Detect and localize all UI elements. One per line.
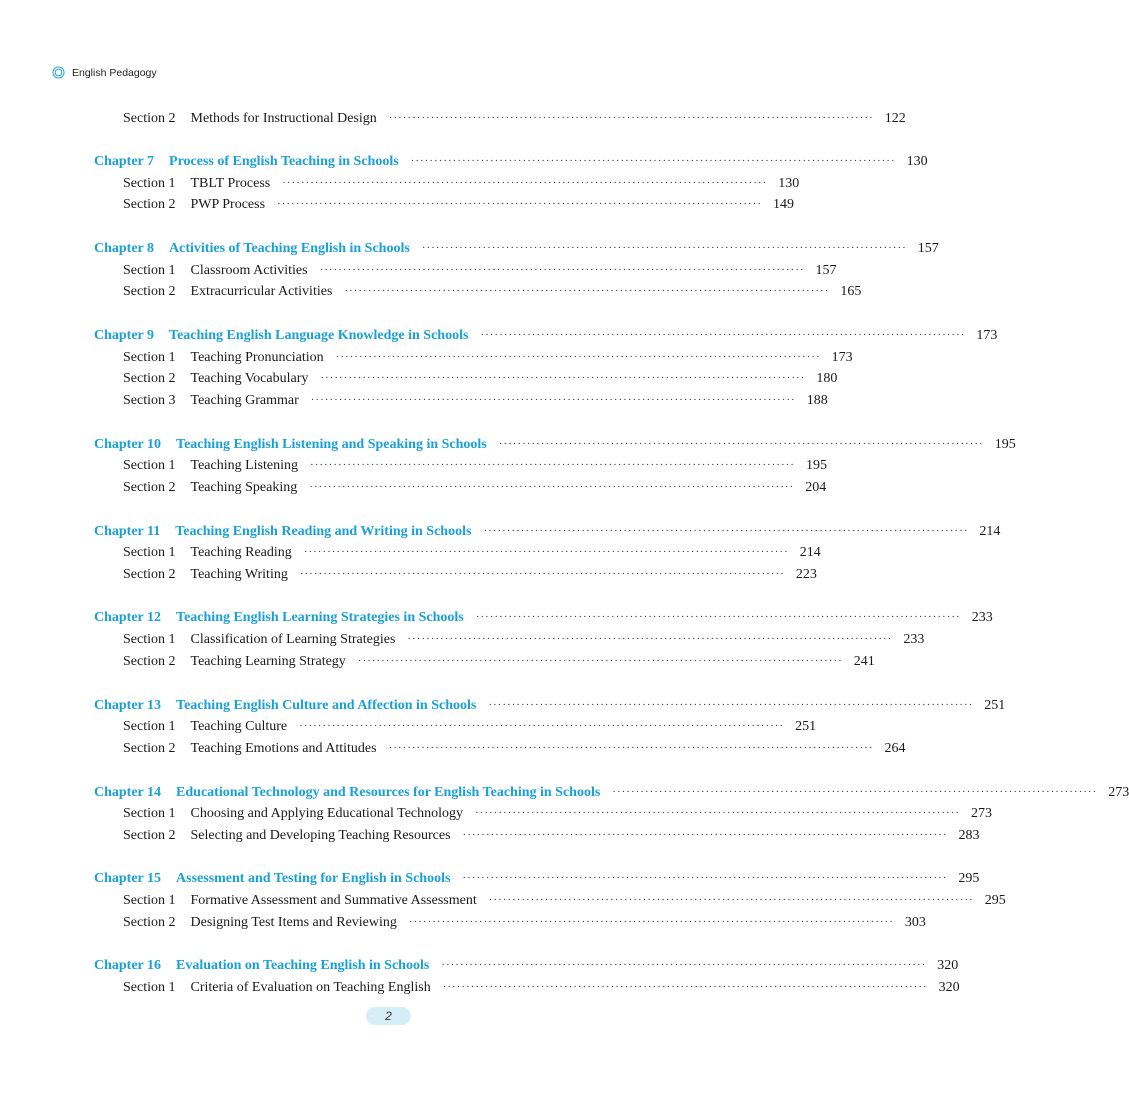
section-title: TBLT Process	[190, 176, 271, 191]
chapter-number: Chapter 13	[94, 698, 162, 713]
toc-section-row[interactable]	[0, 565, 817, 585]
dot-leader: ········································································································	[388, 112, 874, 124]
toc-section-row[interactable]	[0, 978, 960, 998]
page-ref: 173	[831, 350, 853, 365]
dot-leader: ········································································································	[488, 699, 974, 711]
toc-section-row[interactable]	[0, 391, 828, 411]
page-ref: 173	[976, 328, 998, 343]
section-number: Section 1	[123, 632, 176, 647]
toc-section-row[interactable]	[0, 891, 1006, 911]
chapter-number: Chapter 16	[94, 958, 162, 973]
dot-leader: ········································································································	[441, 959, 927, 971]
page-ref: 233	[971, 610, 993, 625]
section-number: Section 3	[123, 393, 176, 408]
toc-section-row[interactable]	[0, 739, 906, 759]
page-ref: 233	[903, 632, 925, 647]
chapter-number: Chapter 15	[94, 871, 162, 886]
section-title: Designing Test Items and Reviewing	[190, 915, 397, 930]
section-number: Section 1	[123, 980, 176, 995]
page-ref: 195	[805, 458, 827, 473]
toc-entry-label	[94, 239, 410, 259]
dot-leader: ········································································································	[408, 916, 894, 928]
section-title: Classification of Learning Strategies	[190, 632, 396, 647]
toc-entry-label	[123, 261, 308, 281]
toc-entry-label	[123, 913, 397, 933]
section-title: Teaching Speaking	[190, 480, 298, 495]
toc-entry-label	[94, 696, 476, 716]
toc-section-row[interactable]	[0, 913, 926, 933]
toc-chapter-row[interactable]	[0, 239, 939, 259]
chapter-title: Process of English Teaching in Schools	[169, 154, 399, 169]
toc-entry-label	[123, 717, 287, 737]
toc-entry-label	[123, 282, 332, 302]
page-ref: 214	[799, 545, 821, 560]
section-number: Section 1	[123, 458, 176, 473]
section-title: Teaching Vocabulary	[190, 371, 309, 386]
page-ref: 157	[815, 263, 837, 278]
page-ref: 157	[917, 241, 939, 256]
dot-leader: ········································································································	[310, 394, 796, 406]
toc-entry-label	[94, 869, 450, 889]
section-number: Section 1	[123, 545, 176, 560]
page-ref: 241	[853, 654, 875, 669]
dot-leader: ········································································································	[462, 829, 948, 841]
section-number: Section 2	[123, 654, 176, 669]
dot-leader: ········································································································	[320, 372, 806, 384]
toc-section-row[interactable]	[0, 804, 992, 824]
section-title: Selecting and Developing Teaching Resources	[190, 828, 451, 843]
toc-entry-label	[123, 565, 288, 585]
dot-leader: ········································································································	[319, 264, 805, 276]
section-title: Criteria of Evaluation on Teaching English	[190, 980, 431, 995]
dot-leader: ········································································································	[299, 568, 785, 580]
page-ref: 295	[958, 871, 980, 886]
dot-leader: ········································································································	[421, 242, 907, 254]
page-ref: 130	[778, 176, 800, 191]
toc-entry-label	[123, 978, 431, 998]
section-number: Section 2	[123, 741, 176, 756]
toc-entry-label	[123, 739, 377, 759]
dot-leader: ········································································································	[310, 459, 795, 471]
toc-entry-label	[123, 826, 451, 846]
toc-section-row[interactable]	[0, 174, 800, 194]
toc-entry-label	[94, 152, 399, 172]
section-title: Teaching Reading	[190, 545, 292, 560]
page-ref: 264	[884, 741, 906, 756]
section-title: Teaching Pronunciation	[190, 350, 324, 365]
page-ref: 251	[984, 698, 1006, 713]
toc-entry-label	[123, 543, 292, 563]
toc-entry-label	[94, 435, 487, 455]
toc-chapter-row[interactable]	[0, 956, 959, 976]
dot-leader: ········································································································	[612, 786, 1098, 798]
running-header	[52, 66, 157, 79]
chapter-title: Teaching English Reading and Writing in Schools	[175, 524, 472, 539]
toc-entry-label	[123, 174, 270, 194]
dot-leader: ········································································································	[483, 525, 969, 537]
chapter-number: Chapter 7	[94, 154, 155, 169]
section-number: Section 2	[123, 111, 176, 126]
toc-chapter-row[interactable]	[0, 522, 1001, 542]
dot-leader: ········································································································	[488, 894, 974, 906]
toc-section-row[interactable]	[0, 109, 906, 129]
page-ref: 273	[970, 806, 992, 821]
section-number: Section 2	[123, 567, 176, 582]
toc-entry-label	[123, 804, 463, 824]
page-ref: 295	[984, 893, 1006, 908]
toc-chapter-row[interactable]	[0, 435, 1016, 455]
toc-entry-label	[123, 348, 324, 368]
toc-section-row[interactable]	[0, 369, 838, 389]
page-ref: 195	[994, 437, 1016, 452]
toc-entry-label	[123, 630, 395, 650]
section-title: Classroom Activities	[190, 263, 308, 278]
page-ref: 180	[816, 371, 838, 386]
page-ref: 204	[805, 480, 827, 495]
chapter-number: Chapter 9	[94, 328, 155, 343]
section-number: Section 1	[123, 719, 176, 734]
page-ref: 130	[906, 154, 928, 169]
chapter-title: Evaluation on Teaching English in Schools	[176, 958, 430, 973]
section-title: Teaching Emotions and Attitudes	[190, 741, 377, 756]
dot-leader: ········································································································	[388, 742, 874, 754]
section-number: Section 2	[123, 284, 176, 299]
toc-entry-label	[123, 369, 308, 389]
chapter-title: Teaching English Language Knowledge in Schools	[169, 328, 469, 343]
toc-chapter-row[interactable]	[0, 869, 980, 889]
section-number: Section 1	[123, 893, 176, 908]
section-title: Choosing and Applying Educational Technology	[190, 806, 464, 821]
section-title: Teaching Culture	[190, 719, 288, 734]
dot-leader: ········································································································	[277, 198, 763, 210]
toc-section-row[interactable]	[0, 261, 837, 281]
toc-entry-label	[94, 608, 464, 628]
section-number: Section 1	[123, 176, 176, 191]
toc-entry-label	[123, 456, 298, 476]
toc-entry-label	[123, 391, 299, 411]
toc-chapter-row[interactable]	[0, 152, 928, 172]
section-number: Section 2	[123, 371, 176, 386]
section-number: Section 1	[123, 806, 176, 821]
toc-section-row[interactable]	[0, 717, 817, 737]
toc-chapter-row[interactable]	[0, 608, 993, 628]
toc-chapter-row[interactable]	[0, 696, 1006, 716]
dot-leader: ········································································································	[303, 546, 789, 558]
toc-chapter-row[interactable]	[0, 783, 1129, 803]
dot-leader: ········································································································	[357, 655, 843, 667]
dot-leader: ········································································································	[475, 807, 960, 819]
toc-section-row[interactable]	[0, 195, 795, 215]
chapter-title: Educational Technology and Resources for English Teaching in Schools	[176, 785, 601, 800]
page-ref: 251	[795, 719, 817, 734]
section-number: Section 1	[123, 350, 176, 365]
section-title: Teaching Grammar	[190, 393, 299, 408]
chapter-number: Chapter 8	[94, 241, 155, 256]
toc-section-row[interactable]	[0, 630, 925, 650]
page-ref: 273	[1108, 785, 1129, 800]
chapter-title: Teaching English Listening and Speaking in Schools	[176, 437, 487, 452]
section-number: Section 1	[123, 263, 176, 278]
section-title: Formative Assessment and Summative Assessment	[190, 893, 477, 908]
chapter-number: Chapter 12	[94, 610, 162, 625]
toc-chapter-row[interactable]	[0, 326, 998, 346]
dot-leader: ········································································································	[475, 611, 961, 623]
toc-entry-label	[94, 522, 471, 542]
dot-leader: ········································································································	[344, 285, 830, 297]
section-number: Section 2	[123, 828, 176, 843]
dot-leader: ········································································································	[498, 438, 984, 450]
page-ref: 223	[795, 567, 817, 582]
chapter-number: Chapter 10	[94, 437, 162, 452]
toc-entry-label	[123, 891, 477, 911]
page-ref: 303	[904, 915, 926, 930]
toc-section-row[interactable]	[0, 456, 827, 476]
dot-leader: ········································································································	[442, 981, 928, 993]
toc-entry-label	[94, 326, 468, 346]
dot-leader: ········································································································	[335, 351, 821, 363]
page-ref: 320	[937, 958, 959, 973]
section-title: Teaching Listening	[190, 458, 298, 473]
chapter-title: Assessment and Testing for English in Schools	[176, 871, 451, 886]
page-ref: 320	[938, 980, 960, 995]
dot-leader: ········································································································	[462, 872, 948, 884]
section-number: Section 2	[123, 480, 176, 495]
concentric-circle-icon	[52, 66, 65, 79]
toc-entry-label	[123, 109, 377, 129]
page-ref: 214	[979, 524, 1001, 539]
toc-entry-label	[123, 195, 265, 215]
chapter-title: Teaching English Culture and Affection in Schools	[176, 698, 477, 713]
toc-entry-label	[94, 783, 600, 803]
book-title: English Pedagogy	[72, 66, 157, 79]
toc-entry-label	[123, 478, 297, 498]
dot-leader: ········································································································	[282, 177, 768, 189]
dot-leader: ········································································································	[299, 720, 785, 732]
chapter-number: Chapter 11	[94, 524, 161, 539]
chapter-title: Teaching English Learning Strategies in Schools	[176, 610, 464, 625]
section-title: Extracurricular Activities	[190, 284, 333, 299]
page-number: 2	[366, 1007, 411, 1025]
toc-section-row[interactable]	[0, 348, 853, 368]
chapter-number: Chapter 14	[94, 785, 162, 800]
page-ref: 283	[958, 828, 980, 843]
dot-leader: ········································································································	[309, 481, 795, 493]
toc-entry-label	[94, 956, 429, 976]
page-ref: 149	[773, 197, 795, 212]
toc-section-row[interactable]	[0, 282, 862, 302]
dot-leader: ········································································································	[480, 329, 966, 341]
dot-leader: ········································································································	[407, 633, 893, 645]
section-number: Section 2	[123, 197, 176, 212]
section-title: Teaching Writing	[190, 567, 288, 582]
toc-section-row[interactable]	[0, 478, 827, 498]
section-title: Methods for Instructional Design	[190, 111, 377, 126]
page-ref: 122	[884, 111, 906, 126]
page-ref: 188	[806, 393, 828, 408]
page-ref: 165	[840, 284, 862, 299]
section-title: PWP Process	[190, 197, 266, 212]
section-title: Teaching Learning Strategy	[190, 654, 346, 669]
toc-section-row[interactable]	[0, 652, 875, 672]
dot-leader: ········································································································	[410, 155, 896, 167]
toc-entry-label	[123, 652, 346, 672]
chapter-title: Activities of Teaching English in Schools	[169, 241, 410, 256]
toc-section-row[interactable]	[0, 826, 980, 846]
toc-section-row[interactable]	[0, 543, 821, 563]
section-number: Section 2	[123, 915, 176, 930]
